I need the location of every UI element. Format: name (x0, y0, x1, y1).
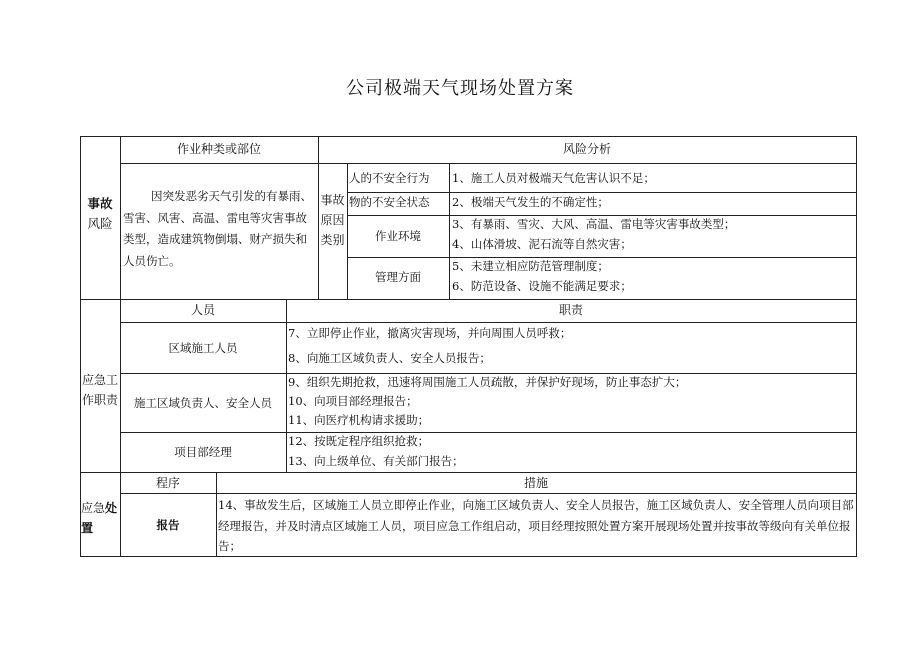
procedure-report: 报告 (156, 518, 180, 532)
response-section-label: 应急处置 (81, 501, 118, 535)
duties-section-label: 应急工作职责 (81, 373, 118, 407)
person-area-workers: 区域施工人员 (168, 341, 238, 355)
page-title: 公司极端天气现场处置方案 (346, 78, 574, 99)
duty-item: 8、向施工区域负责人、安全人员报告； (288, 351, 491, 365)
risk-section-label: 事故 风险 (87, 196, 113, 231)
header-job-type: 作业种类或部位 (176, 142, 261, 156)
cause-category-label: 事故原因类别 (320, 193, 345, 247)
risk-description: 因突发恶劣天气引发的有暴雨、雪害、风害、高温、雷电等灾害事故类型，造成建筑物倒塌、财产损失和人员伤亡。 (123, 189, 312, 268)
header-duty: 职责 (558, 303, 583, 317)
category-object-state: 物的不安全状态 (349, 195, 430, 209)
category-work-environment: 作业环境 (375, 229, 421, 243)
person-area-leader: 施工区域负责人、安全人员 (134, 396, 272, 410)
risk-item: 5、未建立相应防范管理制度； (452, 259, 609, 273)
header-risk-analysis: 风险分析 (562, 142, 611, 156)
category-management: 管理方面 (375, 270, 421, 284)
measure-report: 14、事故发生后，区域施工人员立即停止作业，向施工区域负责人、安全人员报告，施工区域负责人、安全管理人员向项目部经理报告，并及时清点区域施工人员，项目应急工作组启动，项目经理按照处置方案开展现场处置并按事故等级向有关单位报告； (218, 498, 854, 553)
risk-item: 1、施工人员对极端天气危害认识不足； (452, 171, 655, 185)
category-human-behavior: 人的不安全行为 (349, 171, 430, 185)
risk-item: 2、极端天气发生的不确定性； (452, 195, 609, 209)
duty-item: 11、向医疗机构请求援助； (288, 413, 430, 427)
header-procedure: 程序 (155, 476, 180, 490)
duty-item: 12、按既定程序组织抢救； (288, 434, 430, 448)
duty-item: 13、向上级单位、有关部门报告； (288, 454, 464, 468)
risk-item: 6、防范设备、设施不能满足要求； (452, 279, 632, 293)
header-measure: 措施 (523, 476, 548, 490)
header-person: 人员 (190, 303, 215, 317)
duty-item: 10、向项目部经理报告； (288, 394, 418, 408)
risk-item: 4、山体滑坡、泥石流等自然灾害； (452, 237, 632, 251)
risk-item: 3、有暴雨、雪灾、大风、高温、雷电等灾害事故类型； (452, 217, 736, 231)
person-project-manager: 项目部经理 (174, 445, 232, 459)
duty-item: 9、组织先期抢救，迅速将周围施工人员疏散，并保护好现场，防止事态扩大； (288, 375, 687, 389)
duty-item: 7、立即停止作业，撤离灾害现场，并向周围人员呼救； (288, 326, 572, 340)
